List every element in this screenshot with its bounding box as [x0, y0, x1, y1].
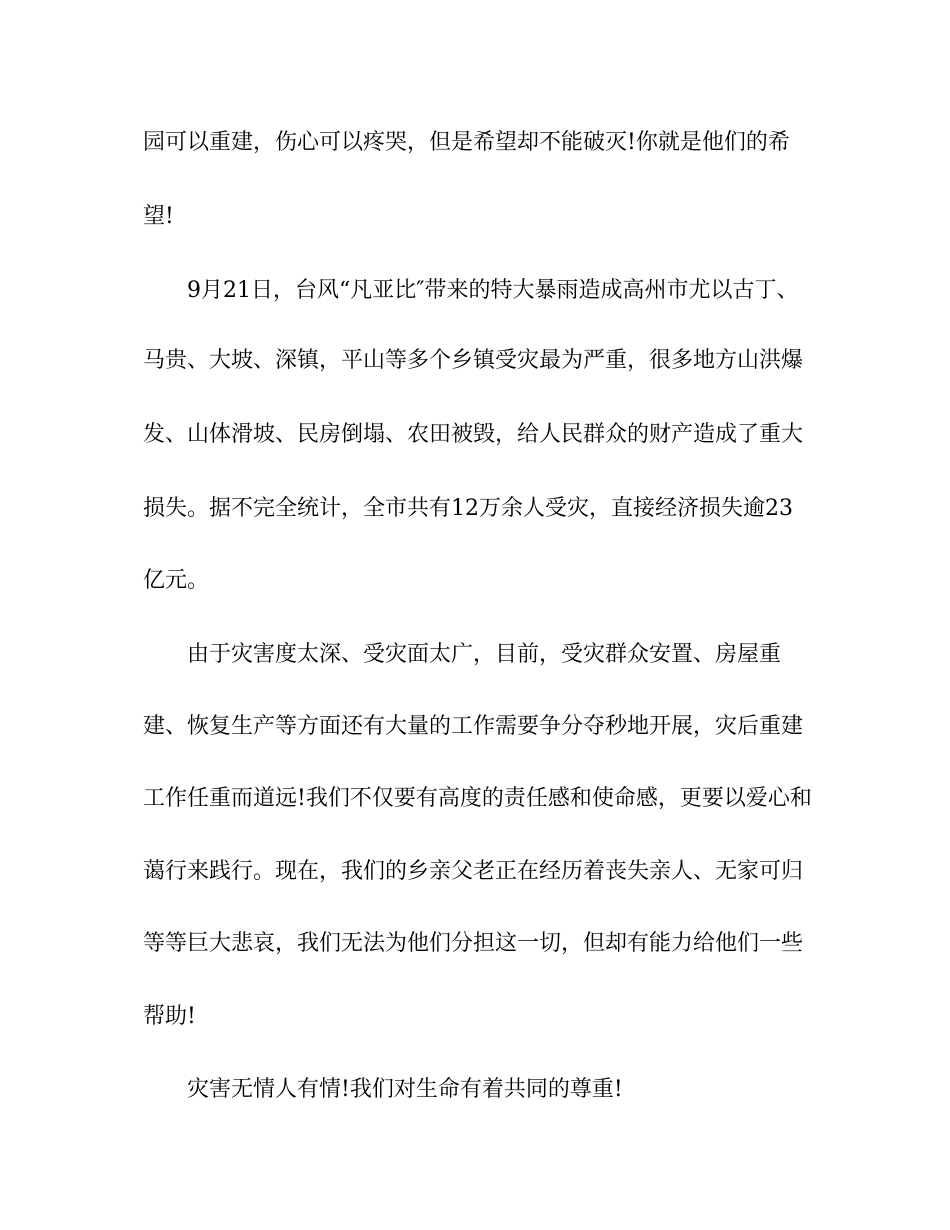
paragraph-first-line: 灾害无情人有情!我们对生命有着共同的尊重!	[187, 1077, 623, 1102]
text-line: 建、恢复生产等方面还有大量的工作需要争分夺秒地开展，灾后重建	[143, 714, 804, 739]
text-line: 园可以重建，伤心可以疼哭，但是希望却不能破灭!你就是他们的希	[143, 130, 790, 155]
text-line: 蔼行来践行。现在，我们的乡亲父老正在经历着丧失亲人、无家可归	[143, 859, 804, 884]
text-line: 工作任重而道远!我们不仅要有高度的责任感和使命感，更要以爱心和	[143, 786, 812, 811]
paragraph-first-line: 9月21日，台风“凡亚比″带来的特大暴雨造成高州市尤以古丁、	[187, 278, 799, 303]
text-line: 损失。据不完全统计，全市共有12万余人受灾，直接经济损失逾23	[143, 496, 793, 521]
paragraph-first-line: 由于灾害度太深、受灾面太广，目前，受灾群众安置、房屋重	[187, 642, 782, 667]
text-line: 等等巨大悲哀，我们无法为他们分担这一切，但却有能力给他们一些	[143, 931, 804, 956]
text-line: 帮助!	[143, 1004, 196, 1029]
text-line: 发、山体滑坡、民房倒塌、农田被毁，给人民群众的财产造成了重大	[143, 422, 804, 447]
text-line: 马贵、大坡、深镇，平山等多个乡镇受灾最为严重，很多地方山洪爆	[143, 348, 804, 373]
text-line: 亿元。	[143, 568, 210, 593]
text-line: 望!	[143, 204, 174, 229]
